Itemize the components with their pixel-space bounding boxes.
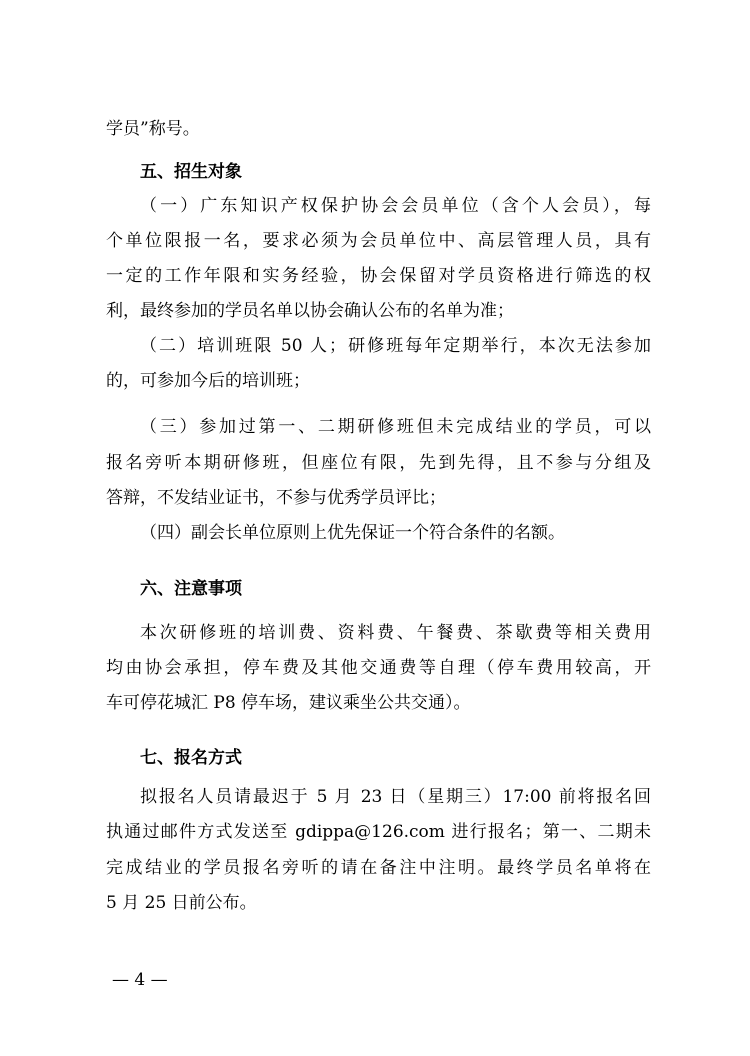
section-6-p1-line-1: 本次研修班的培训费、资料费、午餐费、茶歇费等相关费用 xyxy=(140,623,651,643)
section-7-p1-line-4: 5 月 25 日前公布。 xyxy=(106,893,257,913)
section-5-p1-line-4: 利，最终参加的学员名单以协会确认公布的名单为准； xyxy=(106,301,514,321)
section-7-heading: 七、报名方式 xyxy=(140,748,242,768)
section-7-p1-line-3: 完成结业的学员报名旁听的请在备注中注明。最终学员名单将在 xyxy=(106,858,651,878)
section-7-p1-line-1: 拟报名人员请最迟于 5 月 23 日（星期三）17:00 前将报名回 xyxy=(140,787,651,807)
intro-tail-text: 学员”称号。 xyxy=(106,119,200,139)
section-7-p1-line-2: 执通过邮件方式发送至 gdippa@126.com 进行报名；第一、二期未 xyxy=(106,822,651,842)
section-6-p1-line-2: 均由协会承担，停车费及其他交通费等自理（停车费用较高，开 xyxy=(106,658,651,678)
section-5-p2-line-2: 的，可参加今后的培训班； xyxy=(106,371,310,391)
section-5-p3-line-3: 答辩，不发结业证书，不参与优秀学员评比； xyxy=(106,488,446,508)
section-5-heading: 五、招生对象 xyxy=(140,162,242,182)
section-5-p2-line-1: （二）培训班限 50 人；研修班每年定期举行，本次无法参加 xyxy=(140,336,651,356)
section-6-p1-line-3: 车可停花城汇 P8 停车场，建议乘坐公共交通）。 xyxy=(106,693,471,713)
section-5-p1-line-1: （一）广东知识产权保护协会会员单位（含个人会员），每 xyxy=(140,196,651,216)
page-number: — 4 — xyxy=(112,970,168,990)
section-6-heading: 六、注意事项 xyxy=(140,579,242,599)
section-5-p1-line-3: 一定的工作年限和实务经验，协会保留对学员资格进行筛选的权 xyxy=(106,266,651,286)
section-5-p3-line-2: 报名旁听本期研修班，但座位有限，先到先得，且不参与分组及 xyxy=(106,453,651,473)
section-5-p1-line-2: 个单位限报一名，要求必须为会员单位中、高层管理人员，具有 xyxy=(106,231,651,251)
section-5-p3-line-1: （三）参加过第一、二期研修班但未完成结业的学员，可以 xyxy=(140,417,651,437)
section-5-p4-line-1: （四）副会长单位原则上优先保证一个符合条件的名额。 xyxy=(140,523,565,543)
